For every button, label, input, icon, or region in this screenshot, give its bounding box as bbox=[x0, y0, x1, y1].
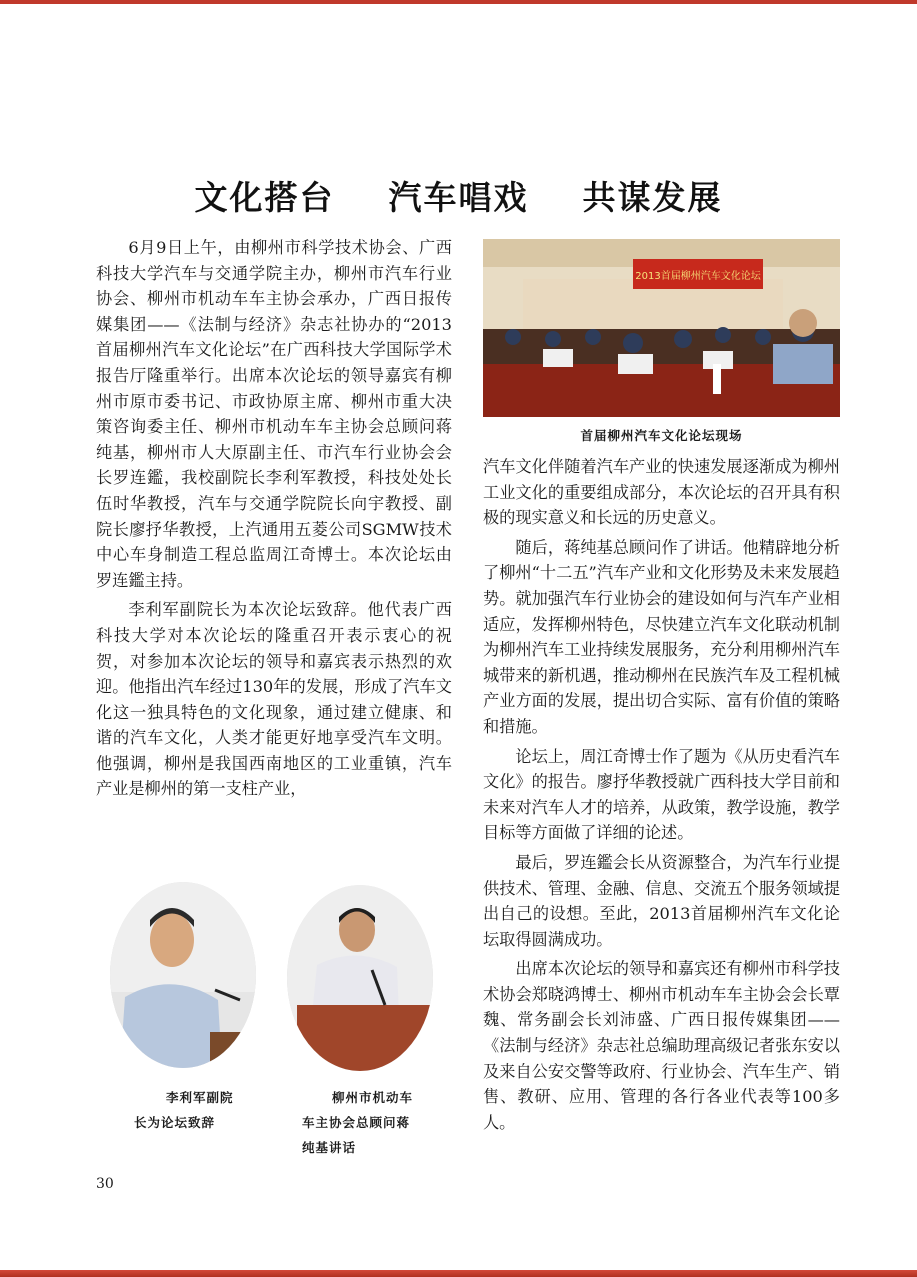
portrait-2-caption-line1: 柳州市机动车 bbox=[332, 1090, 414, 1105]
paragraph-1: 6月9日上午，由柳州市科学技术协会、广西科技大学汽车与交通学院主办，柳州市汽车行业协会、柳州市机动车车主协会承办，广西日报传媒集团——《法制与经济》杂志社协办的“2013首届柳州汽车文化论坛”在广西科技大学国际学术报告厅隆重举行。出席本次论坛的领导嘉宾有柳州市原市委书记、市政协原主席、柳州市重大决策咨询委主任、柳州市机动车车主协会总顾问蒋纯基，柳州市人大原副主任、市汽车行业协会会长罗连鑑，我校副院长李利军教授，科技处处长伍时华教授，汽车与交通学院院长向宇教授、副院长廖抒华教授，上汽通用五菱公司SGMW技术中心车身制造工程总监周江奇博士。本次论坛由罗连鑑主持。 bbox=[96, 238, 452, 590]
paragraph-2-continued: 汽车文化伴随着汽车产业的快速发展逐渐成为柳州工业文化的重要组成部分，本次论坛的召开具有积极的现实意义和长远的历史意义。 bbox=[483, 457, 840, 528]
banner-text: 2013首届柳州汽车文化论坛 bbox=[635, 271, 761, 282]
portrait-1-caption-line1: 李利军副院 bbox=[166, 1090, 234, 1105]
paragraph-5: 最后，罗连鑑会长从资源整合，为汽车行业提供技术、管理、金融、信息、交流五个服务领域提出自己的设想。至此，2013首届柳州汽车文化论坛取得圆满成功。 bbox=[483, 852, 840, 949]
forum-scene-photo bbox=[483, 239, 840, 417]
portrait-2-caption bbox=[302, 1085, 434, 1160]
forum-scene-illustration bbox=[483, 239, 840, 417]
portrait-li-lijun bbox=[110, 882, 256, 1068]
paragraph-4: 论坛上，周江奇博士作了题为《从历史看汽车文化》的报告。廖抒华教授就广西科技大学目前和未来对汽车人才的培养，从政策，教学设施，教学目标等方面做了详细的论述。 bbox=[483, 746, 840, 843]
portrait-2-caption-line3: 纯基讲话 bbox=[302, 1140, 357, 1155]
paragraph-2: 李利军副院长为本次论坛致辞。他代表广西科技大学对本次论坛的隆重召开表示衷心的祝贺，对参加本次论坛的领导和嘉宾表示热烈的欢迎。他指出汽车经过130年的发展，形成了汽车文化这一独具特色的文化现象，通过建立健康、和谐的汽车文化，人类才能更好地享受汽车文明。他强调，柳州是我国西南地区的工业重镇，汽车产业是柳州的第一支柱产业， bbox=[96, 600, 452, 799]
portrait-2-caption-line2: 车主协会总顾问蒋 bbox=[302, 1115, 411, 1130]
paragraph-6: 出席本次论坛的领导和嘉宾还有柳州市科学技术协会郑晓鸿博士、柳州市机动车车主协会会长覃魏、常务副会长刘沛盛、广西日报传媒集团——《法制与经济》杂志社总编助理高级记者张东安以及来自公安交警等政府、行业协会、汽车生产、销售、教研、应用、管理的各行各业代表等100多人。 bbox=[483, 959, 840, 1132]
right-column bbox=[483, 454, 840, 1135]
paragraph-3: 随后，蒋纯基总顾问作了讲话。他精辟地分析了柳州“十二五”汽车产业和文化形势及未来发展趋势。就加强汽车行业协会的建设如何与汽车产业相适应，发挥柳州特色，尽快建立汽车文化联动机制为柳州汽车工业持续发展服务，充分利用柳州汽车城带来的新机遇，推动柳州在民族汽车及工程机械产业方面的发展，提出切合实际、富有价值的策略和措施。 bbox=[483, 537, 840, 736]
portrait-jiang-chunji bbox=[287, 885, 433, 1071]
page-number: 30 bbox=[96, 1176, 114, 1192]
bottom-rule bbox=[0, 1270, 917, 1277]
top-rule bbox=[0, 0, 917, 4]
article-title: 文化搭台 汽车唱戏 共谋发展 bbox=[194, 178, 723, 217]
portrait-1-caption-line2: 长为论坛致辞 bbox=[134, 1115, 216, 1130]
left-column bbox=[96, 235, 452, 802]
portrait-1-caption bbox=[134, 1085, 254, 1135]
forum-photo-caption: 首届柳州汽车文化论坛现场 bbox=[580, 428, 743, 443]
